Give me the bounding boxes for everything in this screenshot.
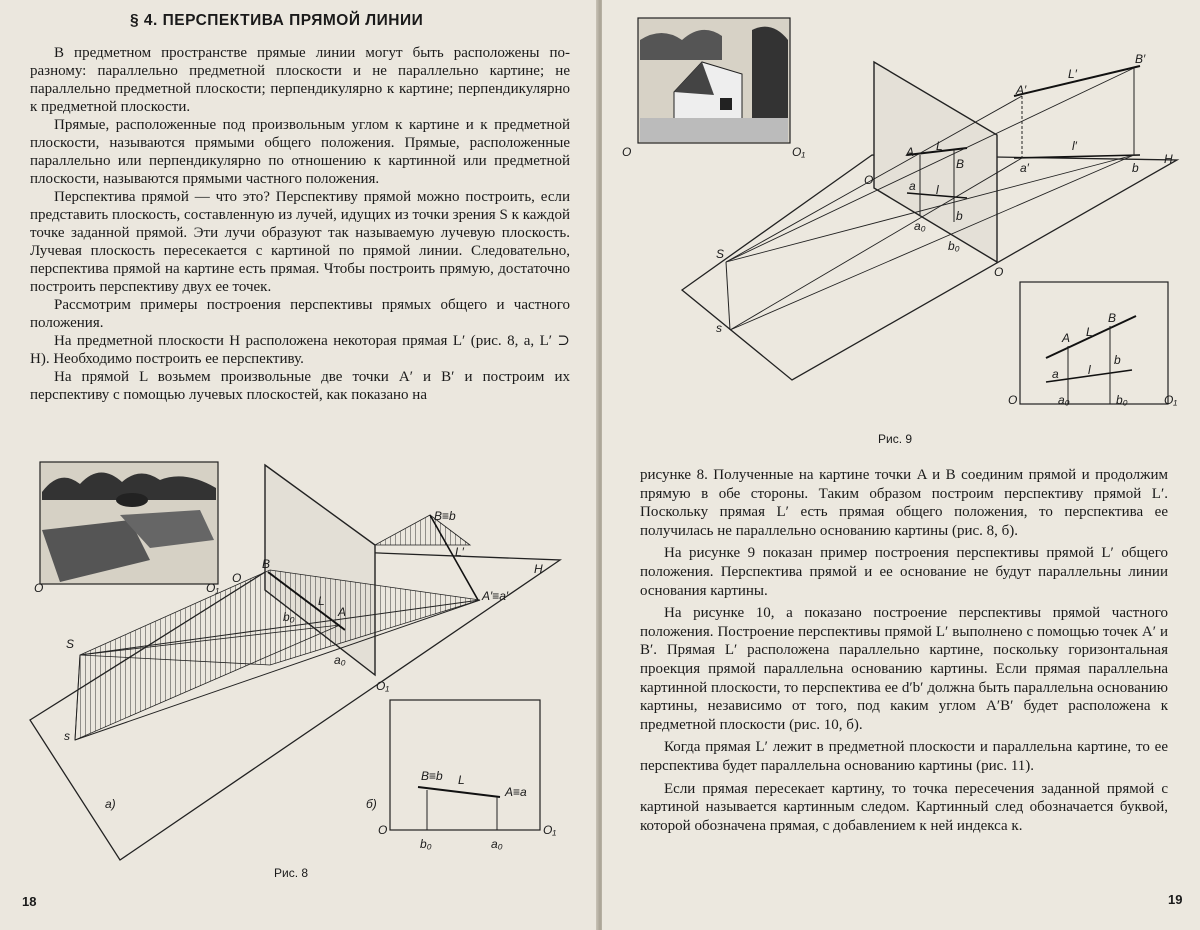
label: b	[956, 209, 963, 223]
paragraph: Когда прямая L′ лежит в предметной плоскости и параллельна картине, то ее перспектива будет параллельна основанию картины (рис. 11).	[640, 738, 1168, 775]
label: а)	[105, 797, 116, 811]
ray-plane-top	[375, 515, 470, 545]
label: L′	[455, 545, 465, 559]
label: L	[458, 773, 465, 787]
label: H	[534, 562, 543, 576]
left-page	[0, 0, 598, 930]
label: L	[1086, 325, 1093, 339]
page-number: 19	[1168, 892, 1182, 907]
figure-9-caption: Рис. 9	[878, 432, 912, 446]
label: S	[716, 247, 724, 261]
right-page	[602, 0, 1200, 930]
label: L′	[1068, 67, 1078, 81]
figure-8	[0, 0, 598, 930]
label: a₀	[491, 837, 503, 851]
label: b₀	[420, 837, 432, 851]
label: O	[232, 571, 241, 585]
label: b	[1114, 353, 1121, 367]
label: L	[936, 139, 943, 153]
label: S	[66, 637, 74, 651]
label: a₀	[914, 219, 926, 233]
label: L	[318, 594, 325, 608]
label: O₁	[543, 823, 556, 837]
paragraph: рисунке 8. Полученные на картине точки A и B соединим прямой и продолжим прямую в обе стороны. Таким образом построим перспективу прямой L′. Поскольку прямая L′ есть прямая общего положения, то перспектива ее получилась не параллельно основанию картины (рис. 8, б).	[640, 466, 1168, 540]
line-Lprime	[430, 515, 478, 600]
label: b₀	[948, 239, 960, 253]
landscape-thumbnail	[40, 462, 218, 584]
label: O	[622, 145, 631, 159]
figure-8b	[366, 700, 556, 851]
paragraph: Перспектива прямой — что это? Перспективу прямой можно построить, если представить плоскость, составленную из лучей, идущих из точки зрения S к каждой точке заданной прямой. Эти лучи образуют так называемую лучевую плоскость. Лучевая плоскость пересекается с картиной по прямой линии. Следовательно, перспектива прямой на картине есть прямая. Чтобы построить прямую, достаточно построить перспективу двух ее точек.	[30, 188, 570, 296]
figure-9-inset	[1008, 282, 1177, 407]
label: A	[1061, 331, 1070, 345]
label: O₁	[792, 145, 805, 159]
label: s	[64, 729, 70, 743]
label: б)	[366, 797, 377, 811]
paragraph: На рисунке 9 показан пример построения перспективы прямой L′ общего положения. Перспектива прямой и ее основание не будут параллельны линии основания картины.	[640, 544, 1168, 600]
label: B	[956, 157, 964, 171]
label: s	[716, 321, 722, 335]
label: O	[994, 265, 1003, 279]
label: O	[1008, 393, 1017, 407]
label: l	[936, 183, 939, 197]
label: A≡a	[504, 785, 527, 799]
label: a′	[1020, 161, 1030, 175]
label: a	[909, 179, 916, 193]
label: B	[262, 557, 270, 571]
label: B≡b	[421, 769, 443, 783]
house-thumbnail	[638, 18, 790, 143]
label: l	[1088, 363, 1091, 377]
figure-8-caption: Рис. 8	[274, 866, 308, 880]
label: l′	[1072, 139, 1078, 153]
label: H	[1164, 152, 1173, 166]
label: A′≡a′	[481, 589, 509, 603]
paragraph: На рисунке 10, а показано построение перспективы прямой частного положения. Построение перспективы прямой L′ выполнено с помощью точек A′ и B′. Прямая L′ расположена параллельно картине, поскольку горизонтальная проекция прямой параллельна основанию картины. Если прямая параллельна картинной плоскости, то перспектива ее d′b′ должна быть параллельна основанию картины, независимо от того, под каким углом A′B′ будет расположена к предметной плоскости (рис. 10, б).	[640, 604, 1168, 734]
label: O	[864, 173, 873, 187]
paragraph: Если прямая пересекает картину, то точка пересечения заданной прямой с картиной называется картинным следом. Картинный след обозначается буквой, которой обозначена прямая, с добавлением к ней индекса к.	[640, 780, 1168, 836]
label: B≡b	[434, 509, 456, 523]
label: A	[337, 605, 346, 619]
label: a₀	[334, 653, 346, 667]
paragraph: В предметном пространстве прямые линии могут быть расположены по-разному: параллельно предметной плоскости и не параллельно картине; не параллельно предметной плоскости; перпендикулярно к картине; перпендикулярно к предметной плоскости.	[30, 44, 570, 116]
label: a	[1052, 367, 1059, 381]
label: O	[34, 581, 43, 595]
label: A′	[1015, 83, 1027, 97]
label: O₁	[206, 581, 219, 595]
page-number: 18	[22, 894, 36, 909]
right-body-text	[640, 466, 1168, 839]
paragraph: На прямой L возьмем произвольные две точки A′ и B′ и построим их перспективу с помощью лучевых плоскостей, как показано на	[30, 368, 570, 404]
label: O	[378, 823, 387, 837]
label: b₀	[283, 610, 295, 624]
line-Lprime	[1014, 66, 1140, 96]
paragraph: На предметной плоскости H расположена некоторая прямая L′ (рис. 8, а, L′ ⊃ H). Необходимо построить ее перспективу.	[30, 332, 570, 368]
label: O₁	[1164, 393, 1177, 407]
section-heading: § 4. ПЕРСПЕКТИВА ПРЯМОЙ ЛИНИИ	[130, 12, 490, 30]
label: B′	[1135, 52, 1146, 66]
paragraph: Прямые, расположенные под произвольным углом к картине и к предметной плоскости, называются прямыми общего положения. Прямые, расположенные параллельно или перпендикулярно по отношению к картинной или предметной плоскости, называются прямыми частного положения.	[30, 116, 570, 188]
label: B	[1108, 311, 1116, 325]
label: a₀	[1058, 393, 1070, 407]
label: b	[1132, 161, 1139, 175]
line-lprime	[1014, 155, 1140, 158]
label: O₁	[376, 679, 389, 693]
paragraph: Рассмотрим примеры построения перспективы прямых общего и частного положения.	[30, 296, 570, 332]
label: b₀	[1116, 393, 1128, 407]
label: A	[905, 145, 914, 159]
